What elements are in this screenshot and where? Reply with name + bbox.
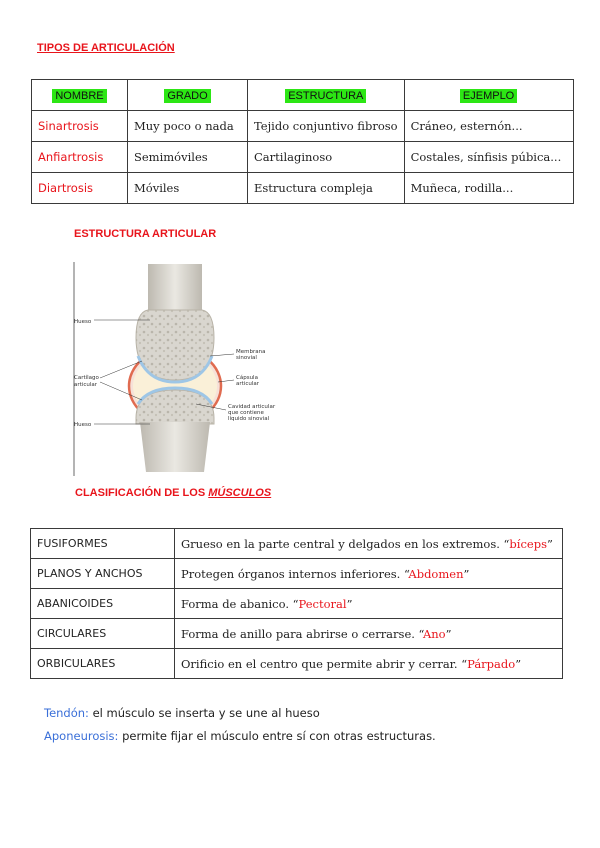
muscle-example: bíceps — [509, 536, 547, 551]
table-row — [32, 111, 574, 142]
label-cavity-2: que contiene — [228, 410, 264, 416]
table-header-row — [32, 80, 574, 111]
joint-grade: Móviles — [128, 173, 248, 204]
joint-example: Muñeca, rodilla... — [404, 173, 573, 204]
muscle-desc — [175, 619, 563, 649]
muscle-classification-title — [75, 487, 271, 499]
joint-structure: Cartilaginoso — [248, 142, 405, 173]
quote-close: ” — [445, 626, 452, 641]
table-row — [32, 173, 574, 204]
label-membrane-2: sinovial — [236, 355, 257, 361]
muscle-type: CIRCULARES — [31, 619, 175, 649]
joint-grade: Muy poco o nada — [128, 111, 248, 142]
muscle-title-prefix: CLASIFICACIÓN DE LOS — [75, 487, 209, 499]
muscle-desc — [175, 649, 563, 679]
label-cavity-3: líquido sinovial — [228, 416, 270, 422]
label-cartilage-2: articular — [74, 382, 97, 388]
note-text: permite fijar el músculo entre sí con otras estructuras. — [118, 729, 436, 743]
muscle-type: FUSIFORMES — [31, 529, 175, 559]
header-estructura: ESTRUCTURA — [285, 89, 366, 103]
muscle-desc-text: Forma de abanico. “ — [181, 596, 299, 611]
muscle-example: Ano — [422, 626, 446, 641]
muscle-example: Abdomen — [408, 566, 464, 581]
header-cell — [248, 80, 405, 111]
quote-close: ” — [463, 566, 470, 581]
joint-types-table — [31, 79, 574, 204]
joint-grade: Semimóviles — [128, 142, 248, 173]
note-text: el músculo se inserta y se une al hueso — [88, 706, 320, 720]
joint-name: Anfiartrosis — [32, 142, 128, 173]
quote-close: ” — [546, 536, 553, 551]
muscle-desc-text: Orificio en el centro que permite abrir y cerrar. “ — [181, 656, 468, 671]
label-membrane-1: Membrana — [236, 349, 266, 355]
joint-types-title: TIPOS DE ARTICULACIÓN — [37, 42, 175, 54]
table-row — [31, 559, 563, 589]
note-term: Tendón: — [44, 706, 89, 720]
joint-structure: Tejido conjuntivo fibroso — [248, 111, 405, 142]
note-tendon — [44, 706, 320, 720]
table-row — [31, 589, 563, 619]
joint-name: Diartrosis — [32, 173, 128, 204]
label-cavity-1: Cavidad articular — [228, 404, 276, 410]
muscle-desc-text: Forma de anillo para abrirse o cerrarse. “ — [181, 626, 423, 641]
label-capsule-2: articular — [236, 381, 259, 387]
header-cell — [404, 80, 573, 111]
muscle-type: PLANOS Y ANCHOS — [31, 559, 175, 589]
joint-example: Cráneo, esternón... — [404, 111, 573, 142]
note-term: Aponeurosis: — [44, 729, 119, 743]
label-capsule-1: Cápsula — [236, 375, 258, 381]
label-bone-bottom: Hueso — [74, 422, 92, 428]
header-nombre: NOMBRE — [52, 89, 106, 103]
joint-structure: Estructura compleja — [248, 173, 405, 204]
muscle-example: Párpado — [467, 656, 516, 671]
quote-close: ” — [346, 596, 353, 611]
muscle-example: Pectoral — [298, 596, 347, 611]
muscle-table — [30, 528, 563, 679]
label-bone-top: Hueso — [74, 319, 92, 325]
muscle-desc — [175, 589, 563, 619]
note-aponeurosis — [44, 729, 436, 743]
muscle-desc — [175, 529, 563, 559]
header-ejemplo: EJEMPLO — [460, 89, 517, 103]
muscle-desc — [175, 559, 563, 589]
joint-example: Costales, sínfisis púbica... — [404, 142, 573, 173]
label-cartilage-1: Cartílago — [74, 375, 99, 381]
header-cell — [128, 80, 248, 111]
lower-bone-shaft — [140, 422, 210, 472]
quote-close: ” — [515, 656, 522, 671]
muscle-desc-text: Grueso en la parte central y delgados en los extremos. “ — [181, 536, 510, 551]
header-cell — [32, 80, 128, 111]
muscle-type: ORBICULARES — [31, 649, 175, 679]
muscle-type: ABANICOIDES — [31, 589, 175, 619]
joint-name: Sinartrosis — [32, 111, 128, 142]
muscle-title-word: MÚSCULOS — [208, 487, 272, 499]
joint-structure-title: ESTRUCTURA ARTICULAR — [74, 228, 217, 240]
header-grado: GRADO — [164, 89, 210, 103]
table-row — [31, 619, 563, 649]
table-row — [31, 649, 563, 679]
muscle-desc-text: Protegen órganos internos inferiores. “ — [181, 566, 409, 581]
table-row — [32, 142, 574, 173]
table-row — [31, 529, 563, 559]
synovial-joint-diagram — [70, 258, 300, 478]
